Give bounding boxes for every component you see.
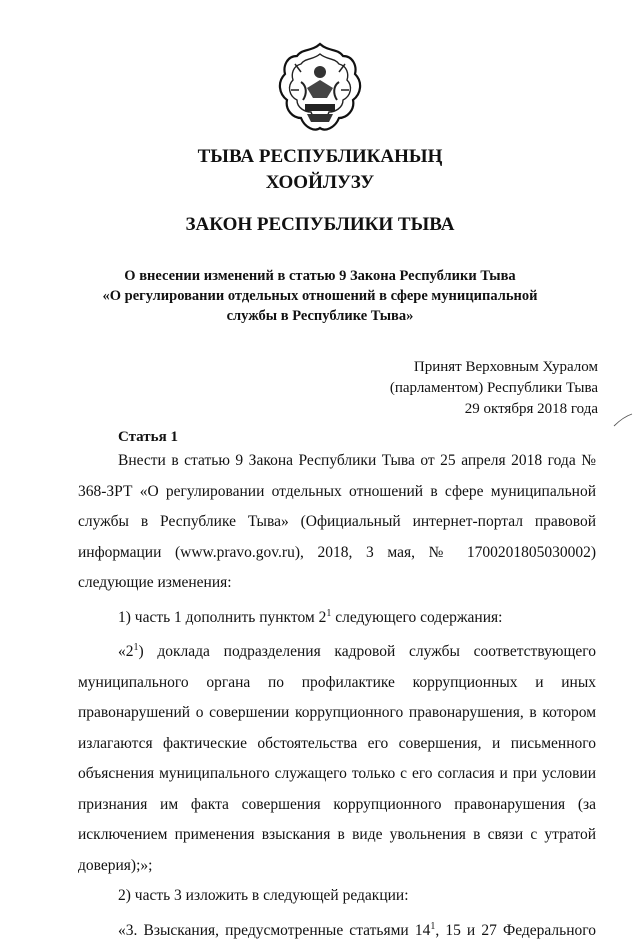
item-1-superscript: 1 [326,607,332,619]
quote-3-start: «3. Взыскания, предусмотренные статьями 14 [118,921,431,939]
item-1-text-end: следующего содержания: [331,608,503,626]
article-body [78,446,596,946]
coat-of-arms-icon [277,42,363,134]
subject-line-3: службы в Республике Тыва» [226,308,414,324]
margin-pen-mark [612,412,634,428]
heading-tuvan-line2: ХООЙЛУЗУ [265,172,375,193]
law-title: ЗАКОН РЕСПУБЛИКИ ТЫВА [185,214,455,235]
adoption-line-1: Принят Верховным Хуралом [413,359,598,375]
subject-line-1: О внесении изменений в статью 9 Закона Республики Тыва [124,268,516,284]
item-1-text: 1) часть 1 дополнить пунктом 2 [118,608,327,626]
adoption-line-3: 29 октября 2018 года [464,401,598,417]
adoption-block [390,357,598,420]
paragraph-quote-3 [78,912,596,946]
adoption-line-2: (парламентом) Республики Тыва [389,380,598,396]
quote-3-text: , 15 и 27 Федерального [435,921,596,939]
heading-tuvan-line1: ТЫВА РЕСПУБЛИКАНЫҢ [197,146,443,167]
paragraph-item-1 [78,599,596,634]
subject-line-2: «О регулировании отдельных отношений в сфере муниципальной [102,288,538,304]
paragraph-intro: Внести в статью 9 Закона Республики Тыва от 25 апреля 2018 года № 368-ЗРТ «О регулировании отдельных отношений в сфере муниципальной службы в Республике Тыва» (Официальный интернет-портал правовой информации (www.pravo.gov.ru), 2018, 3 мая, № 1700201805030002) следующие изменения: [78,452,596,591]
paragraph-item-2: 2) часть 3 изложить в следующей редакции: [118,887,409,905]
quote-2-1-text: ) доклада подразделения кадровой службы соответствующего муниципального органа по профилактике коррупционных и иных правонарушений о совершении коррупционного правонарушения, в котором излагаются фактические обстоятельства его совершения, и письменного объяснения муниципального служащего только с его согласия и при условии признания им факта совершения коррупционного правонарушения (за исключением применения взыскания в виде увольнения в связи с утратой доверия);»; [78,643,596,874]
quote-3-superscript: 1 [430,920,436,932]
article-title: Статья 1 [118,429,178,445]
paragraph-quote-2-1 [78,633,596,881]
quote-2-1-superscript: 1 [133,642,139,654]
quote-2-1-start: «2 [118,643,134,661]
